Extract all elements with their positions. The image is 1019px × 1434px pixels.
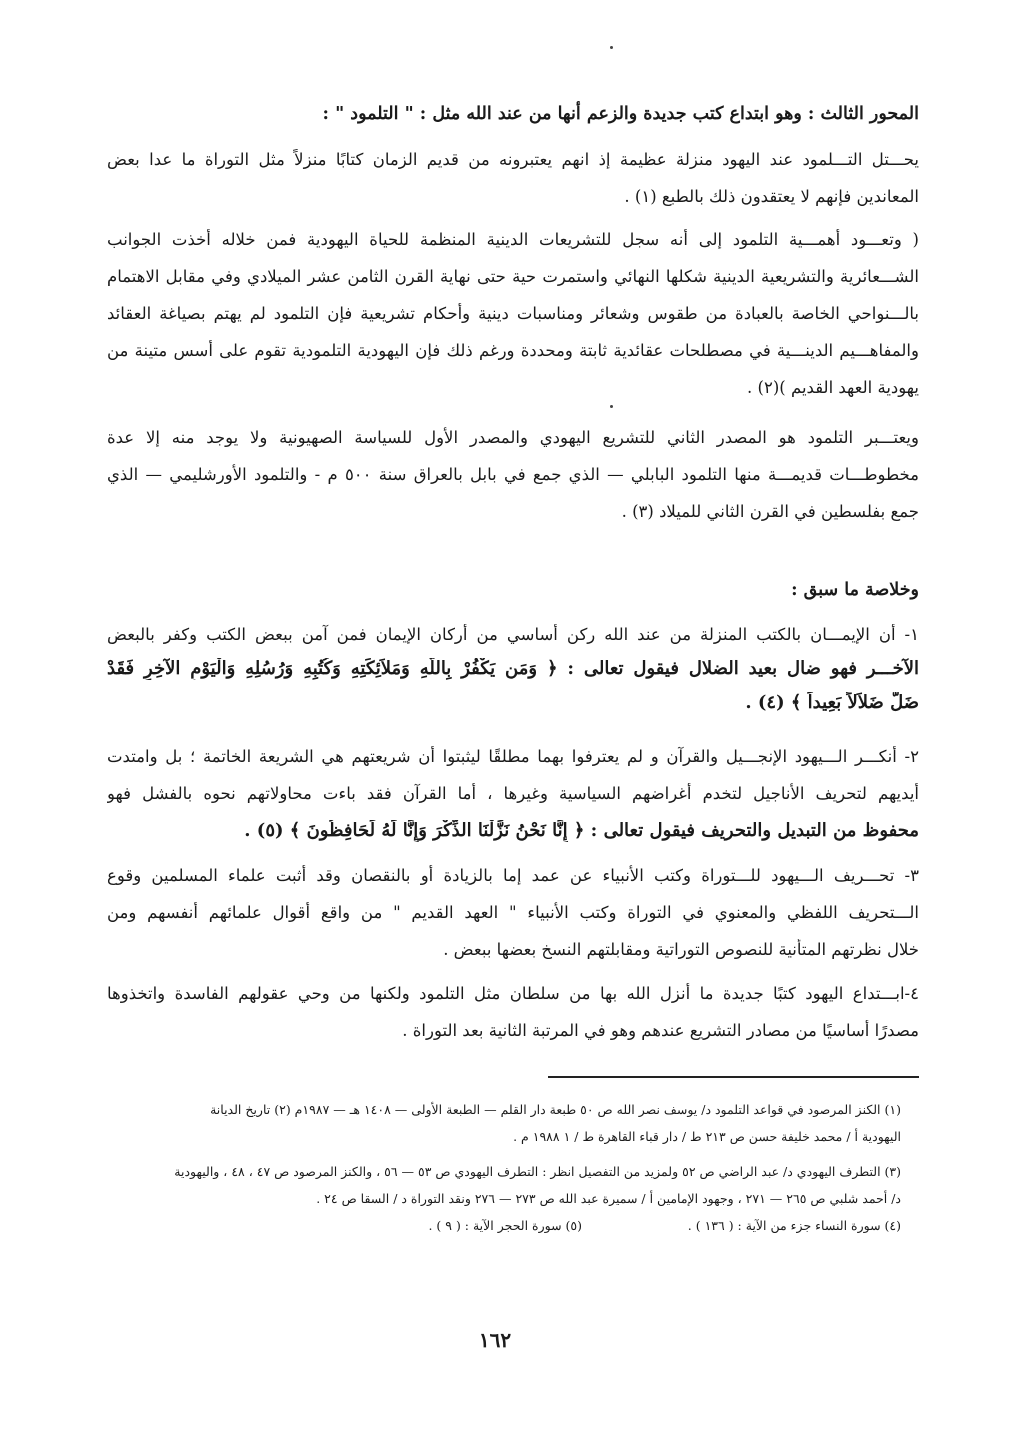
text-line: يحـــتل التـــلمود عند اليهود منزلة عظيمة إذ انهم يعتبرونه من قديم الزمان كتابًا منزلاً مثل التوراة ما عدا بعض — [107, 150, 919, 169]
text-line: والمفاهـــيم الدينـــية في مصطلحات عقائدية ثابتة ومحددة ورغم ذلك فإن اليهودية التلمودية تقوم على أسس متينة من — [107, 341, 919, 360]
text-line: ويعتـــبر التلمود هو المصدر الثاني للتشريع اليهودي والمصدر الأول للسياسة الصهيونية ولا يوجد منه إلا عدة — [107, 428, 919, 447]
quran-verse-line: ضَلَّ ضَلاَلاً بَعِيداً ﴾ (٤) . — [745, 692, 919, 713]
footnote-line: اليهودية أ / محمد خليفة حسن ص ٢١٣ ط / دار قباء القاهرة ط / ١ ١٩٨٨ م . — [513, 1129, 901, 1144]
text-line: ٣- تحـــريف الـــيهود للـــتوراة وكتب الأنبياء عن عمد إما بالزيادة أو بالنقصان وقد أثبت علماء المسلمين وقوع — [107, 866, 919, 885]
text-line: ( وتعـــود أهمـــية التلمود إلى أنه سجل للتشريعات الدينية المنظمة للحياة اليهودية فمن خلاله أخذت الجوانب — [107, 230, 919, 249]
text-line: مخطوطـــات قديمـــة منها التلمود البابلي — الذي جمع في بابل بالعراق سنة ٥٠٠ م - والتلمود الأورشليمي — الذي — [107, 465, 919, 484]
summary-heading: وخلاصة ما سبق : — [791, 580, 919, 600]
text-line: جمع بفلسطين في القرن الثاني للميلاد (٣) . — [621, 502, 919, 521]
text-line: خلال نظرتهم المتأنية للنصوص التوراتية ومقابلتهم النسخ بعضها ببعض . — [443, 940, 919, 959]
text-line: الـــتحريف اللفظي والمعنوي في التوراة وكتب الأنبياء " العهد القديم " من واقع أقوال علمائهم أنفسهم ومن — [107, 903, 919, 922]
text-line: ٢- أنكـــر الـــيهود الإنجـــيل والقرآن و لم يعترفوا بهما مطلقًا ليثبتوا أن شريعتهم هي الشريعة الخاتمة ؛ بل وامتدت — [107, 747, 919, 766]
paragraph-2 — [107, 229, 919, 399]
quran-verse-line: محفوظ من التبديل والتحريف فيقول تعالى : ﴿ إِنَّا نَحْنُ نَزَّلْنَا الذِّكْرَ وَإِنَّا لَهُ لَحَافِظُونَ ﴾ (٥) . — [244, 820, 919, 841]
paragraph-1 — [107, 149, 919, 208]
text-line: مصدرًا أساسيًا من مصادر التشريع عندهم وهو في المرتبة الثانية بعد التوراة . — [402, 1021, 919, 1040]
footnote-divider — [548, 1076, 919, 1078]
paragraph-3 — [107, 427, 919, 523]
footnote-line: (١) الكنز المرصود في قواعد التلمود د/ يوسف نصر الله ص ٥٠ طبعة دار القلم — الطبعة الأولى — ١٤٠٨ هـ — ١٩٨٧م (٢) تاريخ الديانة — [210, 1102, 901, 1117]
text-line: يهودية العهد القديم )(٢) . — [747, 378, 919, 397]
page-number: ١٦٢ — [478, 1328, 512, 1352]
text-line: ١- أن الإيمـــان بالكتب المنزلة من عند الله ركن أساسي من أركان الإيمان فمن آمن ببعض الكتب وكفر بالبعض — [107, 625, 919, 644]
scan-speck — [610, 405, 613, 408]
text-line: المعاندين فإنهم لا يعتقدون ذلك بالطبع (١) . — [624, 187, 919, 206]
quran-verse-line: الآخـــر فهو ضال بعيد الضلال فيقول تعالى : ﴿ وَمَن يَكْفُرْ بِاللَّهِ وَمَلاَئِكَتِهِ وَكُتُبِهِ وَرُسُلِهِ وَالْيَوْمِ الآخِرِ فَقَدْ — [107, 658, 919, 679]
summary-item-2 — [107, 746, 919, 842]
summary-item-4 — [107, 983, 919, 1042]
scan-speck — [610, 46, 613, 49]
footnote-line: (٤) سورة النساء جزء من الآية : ( ١٣٦ ) . — [687, 1218, 901, 1233]
footnote-line: د/ أحمد شلبي ص ٢٦٥ — ٢٧١ ، وجهود الإمامين أ / سميرة عبد الله ص ٢٧٣ — ٢٧٦ ونقد التوراة د / السقا ص ٢٤ . — [316, 1191, 901, 1206]
text-line: أيديهم لتحريف الأناجيل لتخدم أغراضهم السياسية وغيرها ، أما القرآن فقد باءت محاولاتهم نحوه بالفشل فهو — [107, 784, 919, 803]
text-line: بالـــنواحي الخاصة بالعبادة من طقوس وشعائر ومناسبات دينية وأحكام تشريعية فإن التلمود لم يهتم بصياغة العقائد — [107, 304, 919, 323]
summary-item-3 — [107, 865, 919, 961]
summary-item-1 — [107, 624, 919, 714]
section-heading: المحور الثالث : وهو ابتداع كتب جديدة والزعم أنها من عند الله مثل : " التلمود " : — [322, 104, 919, 124]
footnote-line: (٣) التطرف اليهودي د/ عبد الراضي ص ٥٢ ولمزيد من التفصيل انظر : التطرف اليهودي ص ٥٣ — ٥٦ ، والكنز المرصود ص ٤٧ ، ٤٨ ، واليهودية — [174, 1164, 901, 1179]
text-line: ٤-ابـــتداع اليهود كتبًا جديدة ما أنزل الله بها من سلطان مثل التلمود ولكنها من وحي عقولهم الفاسدة واتخذوها — [107, 984, 919, 1003]
text-line: الشـــعائرية والتشريعية الدينية شكلها النهائي واستمرت حية حتى نهاية القرن الثامن عشر الميلادي وفي مقابل الاهتمام — [107, 267, 919, 286]
footnote-line: (٥) سورة الحجر الآية : ( ٩ ) . — [428, 1218, 582, 1233]
